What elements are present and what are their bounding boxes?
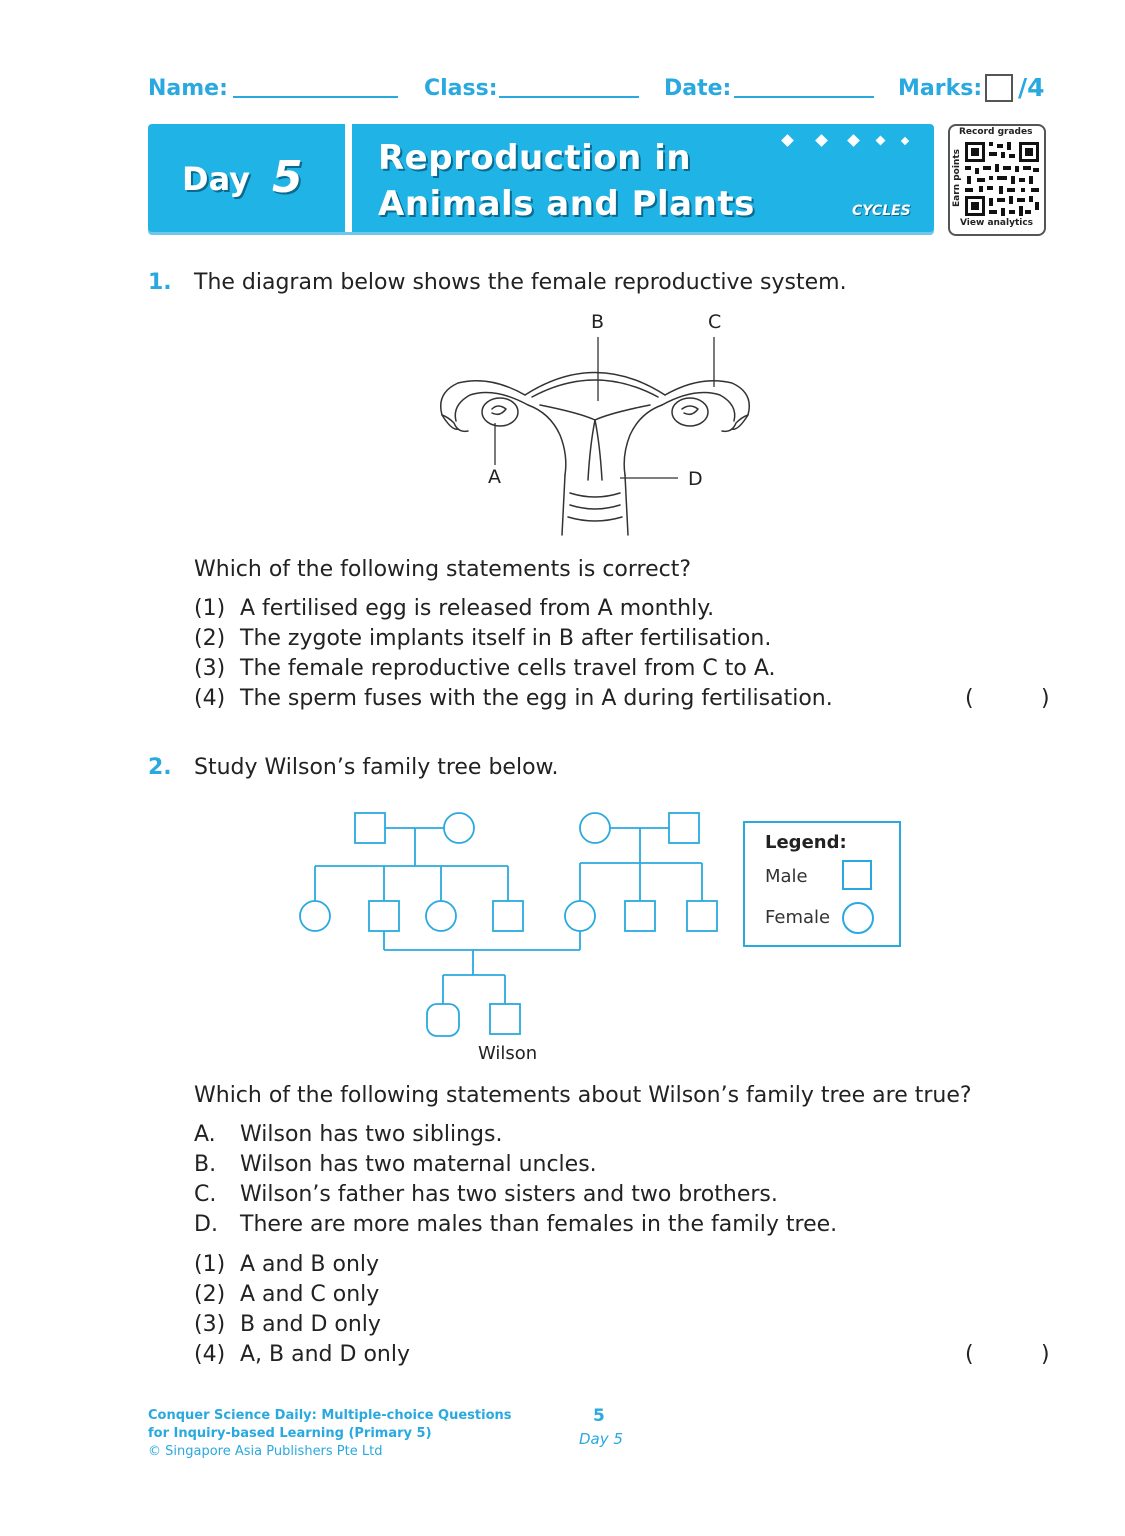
- male-symbol: [355, 813, 385, 843]
- question-text: Which of the following statements is correct?: [194, 557, 692, 582]
- answer-bracket-open: (: [965, 1342, 974, 1367]
- option-key: (4): [194, 686, 226, 711]
- statement-text: Wilson has two siblings.: [240, 1122, 503, 1147]
- female-symbol: [580, 813, 610, 843]
- option-key: (3): [194, 656, 226, 681]
- male-symbol: [490, 1004, 520, 1034]
- qr-top-text: Record grades: [959, 127, 1033, 137]
- answer-bracket-open: (: [965, 686, 974, 711]
- statement-text: Wilson’s father has two sisters and two brothers.: [240, 1182, 778, 1207]
- female-symbol: [426, 901, 456, 931]
- marks-label: Marks:: [898, 76, 983, 101]
- option-key: (1): [194, 1252, 226, 1277]
- date-field[interactable]: [734, 96, 874, 98]
- answer-bracket-close: ): [1041, 1342, 1050, 1367]
- qr-code-icon[interactable]: [963, 140, 1041, 218]
- answer-field[interactable]: [978, 686, 1038, 712]
- male-symbol: [369, 901, 399, 931]
- diagram-label-d: D: [688, 468, 703, 490]
- question-number: 2.: [148, 755, 172, 780]
- family-tree-diagram: [295, 805, 725, 1045]
- day-number: 5: [272, 152, 303, 203]
- class-field[interactable]: [499, 96, 639, 98]
- question-number: 1.: [148, 270, 172, 295]
- legend-male-symbol: [842, 860, 872, 890]
- banner-divider: [345, 124, 352, 232]
- qr-side-text: Earn points: [952, 149, 962, 207]
- day-word: Day: [182, 160, 251, 198]
- option-key: (3): [194, 1312, 226, 1337]
- statement-key: D.: [194, 1212, 218, 1237]
- answer-bracket-close: ): [1041, 686, 1050, 711]
- wilson-label: Wilson: [478, 1043, 538, 1064]
- name-field[interactable]: [233, 96, 398, 98]
- legend-female-symbol: [842, 902, 874, 934]
- statement-text: Wilson has two maternal uncles.: [240, 1152, 597, 1177]
- diagram-label-a: A: [488, 466, 501, 488]
- theme-tag: CYCLES: [852, 203, 911, 219]
- option-text[interactable]: B and D only: [240, 1312, 381, 1337]
- title-line-2: Animals and Plants: [378, 184, 755, 224]
- question-text: Which of the following statements about Wilson’s family tree are true?: [194, 1083, 972, 1108]
- female-reproductive-system-diagram: [430, 305, 760, 537]
- male-symbol: [493, 901, 523, 931]
- male-symbol: [625, 901, 655, 931]
- answer-field[interactable]: [978, 1342, 1038, 1368]
- footer-day-label: Day 5: [579, 1430, 623, 1448]
- marks-box[interactable]: [985, 74, 1013, 102]
- option-text[interactable]: A and B only: [240, 1252, 380, 1277]
- option-text[interactable]: A, B and D only: [240, 1342, 410, 1367]
- legend-female-label: Female: [765, 907, 831, 928]
- option-key: (2): [194, 626, 226, 651]
- footer-book-title-2: for Inquiry-based Learning (Primary 5): [148, 1426, 432, 1441]
- statement-text: There are more males than females in the family tree.: [240, 1212, 838, 1237]
- title-line-1: Reproduction in: [378, 138, 692, 178]
- option-text[interactable]: The sperm fuses with the egg in A during fertilisation.: [240, 686, 833, 711]
- female-symbol: [444, 813, 474, 843]
- footer-book-title-1: Conquer Science Daily: Multiple-choice Questions: [148, 1408, 512, 1423]
- qr-bottom-text: View analytics: [960, 218, 1034, 228]
- option-text[interactable]: The female reproductive cells travel from C to A.: [240, 656, 776, 681]
- male-symbol: [687, 901, 717, 931]
- question-prompt: Study Wilson’s family tree below.: [194, 755, 559, 780]
- option-key: (2): [194, 1282, 226, 1307]
- option-text[interactable]: The zygote implants itself in B after fertilisation.: [240, 626, 772, 651]
- marks-total: /4: [1018, 73, 1045, 102]
- legend-title: Legend:: [765, 832, 847, 853]
- option-text[interactable]: A fertilised egg is released from A monthly.: [240, 596, 715, 621]
- female-symbol: [427, 1004, 459, 1036]
- legend-male-label: Male: [765, 866, 808, 887]
- name-label: Name:: [148, 76, 228, 101]
- option-key: (1): [194, 596, 226, 621]
- statement-key: C.: [194, 1182, 217, 1207]
- statement-key: A.: [194, 1122, 216, 1147]
- class-label: Class:: [424, 76, 498, 101]
- statement-key: B.: [194, 1152, 217, 1177]
- female-symbol: [300, 901, 330, 931]
- option-text[interactable]: A and C only: [240, 1282, 380, 1307]
- footer-copyright: © Singapore Asia Publishers Pte Ltd: [148, 1444, 383, 1459]
- date-label: Date:: [664, 76, 732, 101]
- option-key: (4): [194, 1342, 226, 1367]
- diagram-label-c: C: [708, 311, 722, 333]
- female-symbol: [565, 901, 595, 931]
- page-number: 5: [593, 1406, 605, 1426]
- question-prompt: The diagram below shows the female reproductive system.: [194, 270, 847, 295]
- male-symbol: [669, 813, 699, 843]
- diagram-label-b: B: [591, 311, 605, 333]
